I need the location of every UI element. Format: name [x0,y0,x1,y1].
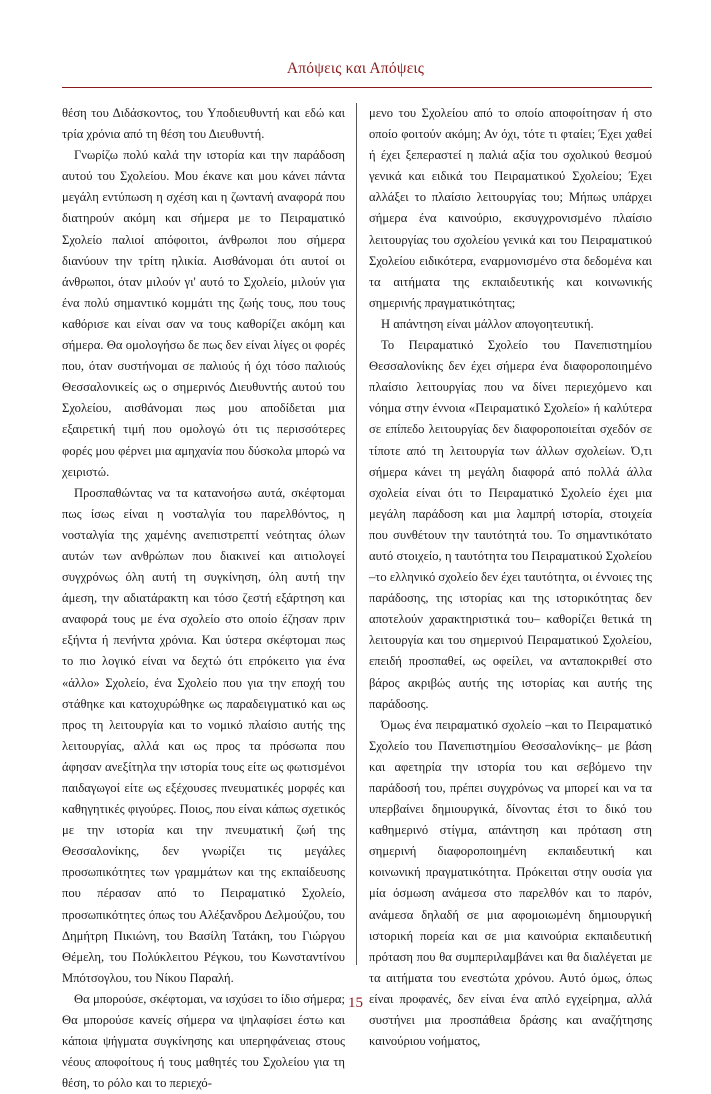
paragraph: Το Πειραματικό Σχολείο του Πανεπιστημίου Θεσσαλονίκης δεν έχει σήμερα ένα διαφοροποιημένο πλαίσιο λειτουργίας που να δίνει περιεχόμενο και νόημα στην έννοια «Πειραματικό Σχολείο» ή καλύτερα σε επίπεδο λειτουργίας δεν διαφοροποιείται σχεδόν σε τίποτε από τη λειτουργία των άλλων σχολείων. Ό,τι σήμερα κάνει τη μεγάλη διαφορά από πολλά άλλα σχολεία είναι ότι το Πειραματικό Σχολείο έχει μια μεγάλη παράδοση και μια λαμπρή ιστορία, στοιχεία που συνθέτουν την ταυτότητά του. Το σημαντικότατο αυτό στοιχείο, η ταυτότητα του Πειραματικού Σχολείου –το ελληνικό σχολείο δεν έχει ταυτότητα, οι έννοιες της παράδοσης, της ιστορίας και της ιστορικότητας δεν αποτελούν χαρακτηριστικά του– καθορίζει θετικά τη λειτουργία και του σημερινού Πειραματικού Σχολείου, επειδή προσπαθεί, ως οφείλει, να ανταποκριθεί στο βάρος ακριβώς αυτής της ιστορίας και αυτής της παράδοσης. [369,338,652,711]
column-divider [356,103,357,965]
paragraph: Όμως ένα πειραματικό σχολείο –και το Πειραματικό Σχολείο του Πανεπιστημίου Θεσσαλονίκης– με βάση και αφετηρία την ιστορία του και σεβόμενο την παράδοσή του, πρέπει συγχρόνως να μπορεί και να τα υπερβαίνει δημιουργικά, δίνοντας έτσι το δικό του καθημερινό στίγμα, απάντηση και πρόταση στη σημερινή διαφοροποιημένη εκπαιδευτική και κοινωνική πραγματικότητα. Πρόκειται στην ουσία για μία όσμωση ανάμεσα στο παρελθόν και το παρόν, ανάμεσα δηλαδή σε μια αφομοιωμένη δημιουργική ιστορική πορεία και σε μια καινούρια εκπαιδευτική πρόταση που θα συμπεριλαμβάνει και θα διαλέγεται με τα αιτήματα του ενεστώτα χρόνου. Αυτό όμως, όπως είναι προφανές, δεν είναι ένα απλό εγχείρημα, αλλά συστήνει μια προσπάθεια δράσης και αναζήτησης καινούριου νοήματος, [369,717,652,1049]
running-header: Απόψεις και Απόψεις [286,60,425,77]
paragraph: Η απάντηση είναι μάλλον απογοητευτική. [381,316,594,331]
left-column [62,103,345,1091]
page-number: 15 [348,995,363,1011]
paragraph: θέση του Διδάσκοντος, του Υποδιευθυντή και εδώ και τρία χρόνια από τη θέση του Διευθυντή. [62,106,345,142]
paragraph: Προσπαθώντας να τα κατανοήσω αυτά, σκέφτομαι πως ίσως είναι η νοσταλγία του παρελθόντος, η νοσταλγία της χαμένης ανεπιστρεπτί νεότητας όλων αυτών των ανθρώπων που διακινεί και αιτιολογεί συγχρόνως όλη αυτή τη συγκίνηση, όλη αυτή την άμεση, την αδιατάρακτη και τόσο ζεστή εξάρτηση και αναφορά τους με ένα σχολείο στο οποίο έζησαν πριν εξήντα ή πενήντα χρόνια. Και ύστερα σκέφτομαι πως το πιο λογικό είναι να δεχτώ ότι επρόκειτο για ένα «άλλο» Σχολείο, ένα Σχολείο που για την εποχή του στάθηκε και κατοχυρώθηκε ως παραδειγματικό και ως προς τη λειτουργία και το νομικό πλαίσιο αυτής της λειτουργίας, αλλά και ως προς τα πρόσωπα που άφησαν ανεξίτηλα την ιστορία τους είτε ως φωτισμένοι παιδαγωγοί είτε ως εξέχουσες πνευματικές μορφές και καθηγητικές φιγούρες. Ποιος, που είναι κάπως σχετικός με την ιστορία και την πνευματική ζωή της Θεσσαλονίκης, δεν γνωρίζει τις μεγάλες προσωπικότητες των γραμμάτων και της εκπαίδευσης που πέρασαν από το Πειραματικό Σχολείο, προσωπικότητες όπως του Αλέξανδρου Δελμούζου, του Δημήτρη Πικιώνη, του Βασίλη Τατάκη, του Γιώργου Θέμελη, του Πολύκλειτου Ρέγκου, του Κωνσταντίνου Μπότσογλου, του Νίκου Παραλή. [62,485,345,985]
paragraph: Γνωρίζω πολύ καλά την ιστορία και την παράδοση αυτού του Σχολείου. Μου έκανε και μου κάνει πάντα μεγάλη εντύπωση η σχέση και η ζωντανή αναφορά που διατηρούν ακόμη και σήμερα με το Πειραματικό Σχολείο παλιοί απόφοιτοι, άνθρωποι που σήμερα διανύουν την τρίτη ηλικία. Αισθάνομαι ότι αυτοί οι άνθρωποι, όταν μιλούν γι' αυτό το Σχολείο, μιλούν για ένα πολύ σημαντικό κομμάτι της ζωής τους, που τους καθόρισε και είναι σαν να τους καθορίζει ακόμη και σήμερα. Θα ομολογήσω δε πως δεν είναι λίγες οι φορές που, όταν συστήνομαι σε παλιούς ή όχι τόσο παλιούς Θεσσαλονικείς ως ο σημερινός Διευθυντής αυτού του Σχολείου, αισθάνομαι πως μου αποδίδεται μια εξαιρετική τιμή που ομολογώ ότι τις περισσότερες φορές μου φέρνει μια αμηχανία που δύσκολα μπορώ να χειριστώ. [62,148,345,479]
right-column [369,103,652,1049]
header-rule [62,87,652,88]
paragraph: μενο του Σχολείου από το οποίο αποφοίτησαν ή στο οποίο φοιτούν ακόμη; Αν όχι, τότε τι φταίει; Έχει χαθεί ή έχει ξεπεραστεί η παλιά αξία του σχολικού θεσμού γενικά και ειδικά του Πειραματικού Σχολείου; Έχει αλλάξει το πλαίσιο λειτουργίας του; Μήπως υπάρχει σήμερα ένα καινούριο, εκσυγχρονισμένο πλαίσιο λειτουργίας του σχολείου γενικά και του Πειραματικού Σχολείου ειδικότερα, εναρμονισμένο στα δεδομένα και τα αιτήματα της εκπαιδευτικής και κοινωνικής σημερινής πραγματικότητας; [369,106,652,310]
paragraph: Θα μπορούσε, σκέφτομαι, να ισχύσει το ίδιο σήμερα; Θα μπορούσε κανείς σήμερα να ψηλαφίσει έστω και κάποια ψήγματα συγκίνησης και υπερηφάνειας στους νέους αποφοίτους ή τους μαθητές του Σχολείου για τη θέση, το ρόλο και το περιεχό- [62,991,345,1091]
